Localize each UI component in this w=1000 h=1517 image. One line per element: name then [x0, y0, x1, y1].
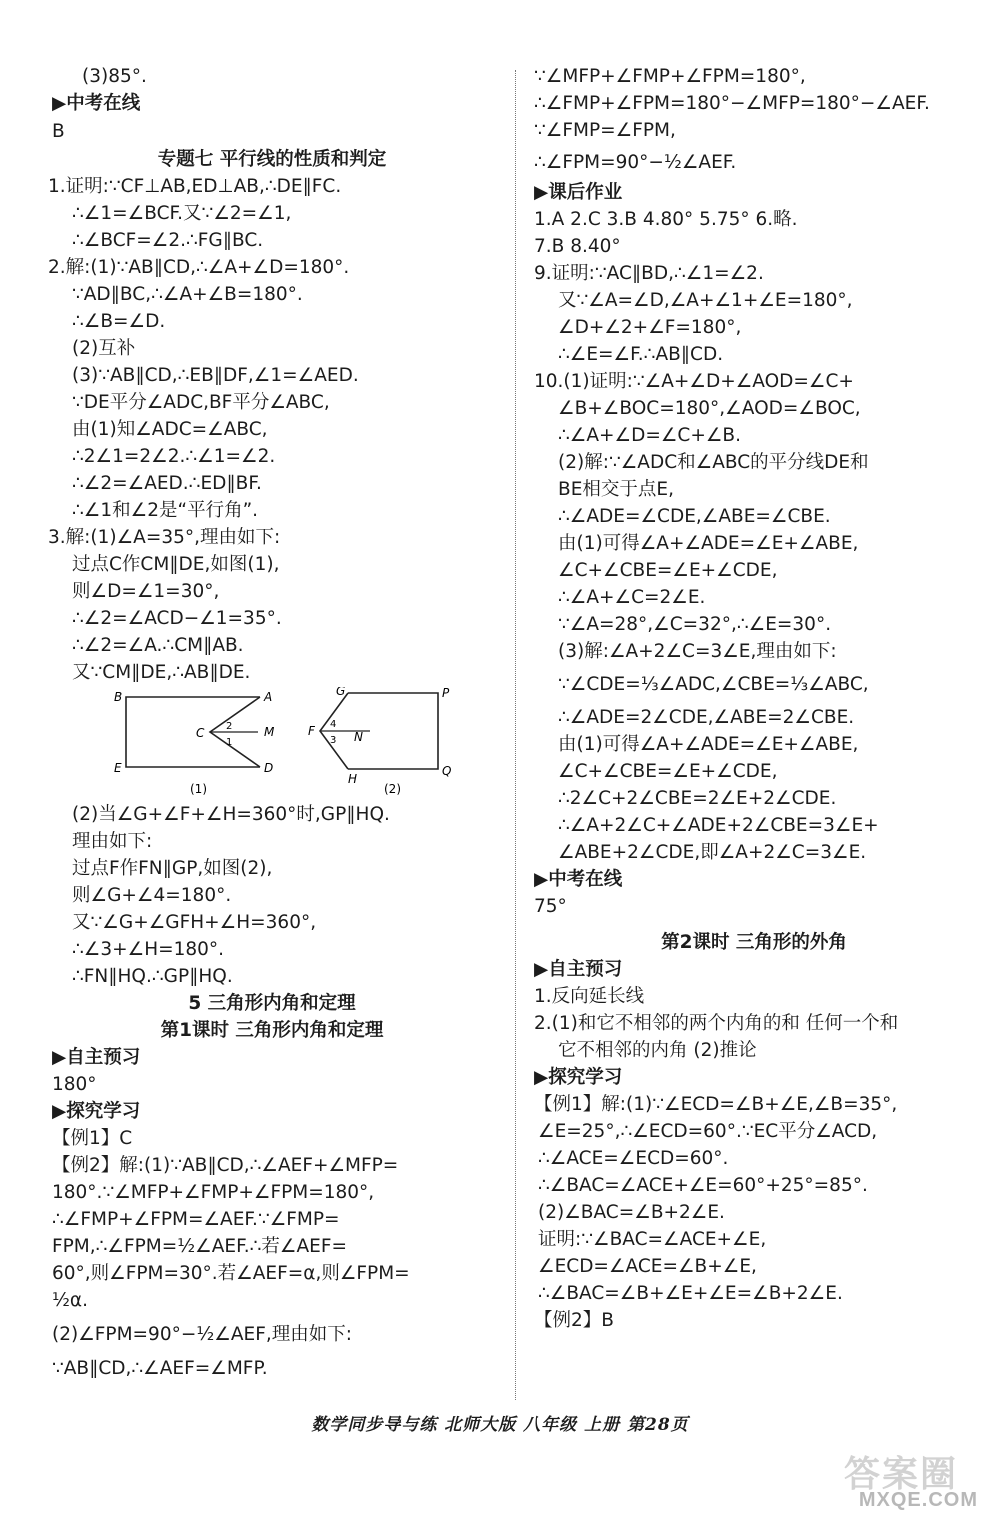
- answer-line: ∴∠BAC=∠ACE+∠E=60°+25°=85°.: [538, 1175, 868, 1196]
- answer-line: ∠ECD=∠ACE=∠B+∠E,: [538, 1256, 757, 1277]
- answer-line: ∴∠B=∠D.: [72, 311, 166, 332]
- answer-line: ∴∠1=∠BCF.又∵∠2=∠1,: [72, 203, 292, 224]
- answer-line: ∠C+∠CBE=∠E+∠CDE,: [558, 560, 778, 581]
- fig1-caption: (1): [190, 782, 207, 796]
- answer-line: (2)当∠G+∠F+∠H=360°时,GP∥HQ.: [72, 804, 390, 825]
- section-heading: ▶中考在线: [534, 869, 623, 890]
- answer-line: ∴2∠1=2∠2.∴∠1=∠2.: [72, 446, 276, 467]
- answer-line: B: [52, 121, 65, 142]
- answer-line: ∠C+∠CBE=∠E+∠CDE,: [558, 761, 778, 782]
- answer-line: 7.B 8.40°: [534, 236, 621, 257]
- answer-line: (2)∠FPM=90°−½∠AEF,理由如下:: [52, 1324, 352, 1345]
- answer-line: (3)85°.: [82, 66, 147, 87]
- fig1-label-d: D: [264, 761, 274, 775]
- answer-line: ∠ABE+2∠CDE,即∠A+2∠C=3∠E.: [558, 842, 867, 863]
- fig2-label-h: H: [348, 772, 358, 786]
- answer-line: ∵∠MFP+∠FMP+∠FPM=180°,: [534, 66, 806, 87]
- answer-line: 75°: [534, 896, 567, 917]
- fig2-caption: (2): [384, 782, 401, 796]
- fig1-label-b: B: [114, 690, 123, 704]
- fig1-label-m: M: [264, 725, 275, 739]
- answer-line: (2)∠BAC=∠B+2∠E.: [538, 1202, 725, 1223]
- answer-line: ∵∠A=28°,∠C=32°,∴∠E=30°.: [558, 614, 832, 635]
- answer-line: ∴∠ACE=∠ECD=60°.: [538, 1148, 729, 1169]
- fig2-label-n: N: [354, 730, 363, 744]
- lesson-title: 第2课时 三角形的外角: [661, 932, 847, 953]
- answer-line: ∴∠E=∠F.∴AB∥CD.: [558, 344, 724, 365]
- answer-line: ∴∠ADE=2∠CDE,∠ABE=2∠CBE.: [558, 707, 855, 728]
- answer-line: ∠D+∠2+∠F=180°,: [558, 317, 742, 338]
- answer-line: 它不相邻的内角 (2)推论: [558, 1040, 757, 1061]
- watermark: [788, 1452, 978, 1512]
- answer-line: 2.解:(1)∵AB∥CD,∴∠A+∠D=180°.: [48, 257, 350, 278]
- answer-line: ∴FN∥HQ.∴GP∥HQ.: [72, 966, 233, 987]
- section-title: 5 三角形内角和定理: [188, 993, 356, 1014]
- answer-line: 由(1)可得∠A+∠ADE=∠E+∠ABE,: [558, 734, 859, 755]
- fig1-label-c: C: [196, 726, 205, 740]
- answer-line: ∵DE平分∠ADC,BF平分∠ABC,: [72, 392, 330, 413]
- answer-line: 1.A 2.C 3.B 4.80° 5.75° 6.略.: [534, 209, 798, 230]
- answer-line: ∴∠FMP+∠FPM=180°−∠MFP=180°−∠AEF.: [534, 93, 930, 114]
- answer-line: ∴∠2=∠A.∴CM∥AB.: [72, 635, 244, 656]
- answer-line: 又∵CM∥DE,∴AB∥DE.: [72, 662, 251, 683]
- answer-line: ∴∠A+∠D=∠C+∠B.: [558, 425, 742, 446]
- answer-line: 【例1】解:(1)∵∠ECD=∠B+∠E,∠B=35°,: [534, 1094, 898, 1115]
- answer-line: 2.(1)和它不相邻的两个内角的和 任何一个和: [534, 1013, 899, 1034]
- fig2-angle-3: 3: [330, 735, 337, 746]
- answer-line: 由(1)可得∠A+∠ADE=∠E+∠ABE,: [558, 533, 859, 554]
- watermark-logo: 答案圈: [843, 1454, 958, 1495]
- lesson-title: 第1课时 三角形内角和定理: [160, 1020, 384, 1041]
- answer-line: (2)互补: [72, 338, 136, 359]
- answer-line: 【例2】B: [534, 1310, 614, 1331]
- figure-1: [114, 690, 275, 796]
- answer-line: FPM,∴∠FPM=½∠AEF.∴若∠AEF=: [52, 1236, 348, 1257]
- fig2-angle-4: 4: [330, 719, 337, 730]
- answer-line: 又∵∠A=∠D,∠A+∠1+∠E=180°,: [558, 290, 853, 311]
- answer-line: ∠E=25°,∴∠ECD=60°.∵EC平分∠ACD,: [538, 1121, 878, 1142]
- answer-line: 又∵∠G+∠GFH+∠H=360°,: [72, 912, 317, 933]
- answer-line: 10.(1)证明:∵∠A+∠D+∠AOD=∠C+: [534, 371, 854, 392]
- answer-line: (3)∵AB∥CD,∴EB∥DF,∠1=∠AED.: [72, 365, 359, 386]
- answer-line: ∴∠2=∠AED.∴ED∥BF.: [72, 473, 262, 494]
- answer-line: ∵∠FMP=∠FPM,: [534, 120, 676, 141]
- answer-line: (3)解:∠A+2∠C=3∠E,理由如下:: [558, 641, 837, 662]
- answer-line: 过点F作FN∥GP,如图(2),: [72, 858, 273, 879]
- answer-line: ∴∠2=∠ACD−∠1=35°.: [72, 608, 282, 629]
- answer-line: ∠B+∠BOC=180°,∠AOD=∠BOC,: [558, 398, 861, 419]
- answer-line: BE相交于点E,: [558, 479, 674, 500]
- fig1-angle-2: 2: [226, 721, 233, 732]
- answer-line: 1.反向延长线: [534, 986, 645, 1007]
- section-heading: ▶探究学习: [534, 1067, 623, 1088]
- answer-line: ∵∠CDE=⅓∠ADC,∠CBE=⅓∠ABC,: [558, 674, 869, 695]
- answer-line: ∴∠FMP+∠FPM=∠AEF.∵∠FMP=: [52, 1209, 340, 1230]
- answer-line: 180°: [52, 1074, 97, 1095]
- answer-line: 则∠G+∠4=180°.: [72, 885, 232, 906]
- fig2-label-g: G: [336, 687, 346, 698]
- answer-line: ∴∠FPM=90°−½∠AEF.: [534, 152, 737, 173]
- watermark-site: MXQE.COM: [858, 1489, 978, 1511]
- answer-line: 过点C作CM∥DE,如图(1),: [72, 554, 280, 575]
- answer-line: 3.解:(1)∠A=35°,理由如下:: [48, 527, 281, 548]
- section-heading: ▶自主预习: [52, 1047, 141, 1068]
- fig1-label-a: A: [264, 690, 273, 704]
- answer-line: 证明:∵∠BAC=∠ACE+∠E,: [538, 1229, 767, 1250]
- section-heading: ▶中考在线: [52, 93, 141, 114]
- fig2-label-f: F: [308, 724, 315, 738]
- answer-line: 【例1】C: [52, 1128, 133, 1149]
- topic-title: 专题七 平行线的性质和判定: [157, 149, 387, 170]
- geometry-figures: [108, 687, 488, 799]
- answer-line: 理由如下:: [72, 831, 153, 852]
- fig1-label-e: E: [114, 761, 122, 775]
- answer-line: 则∠D=∠1=30°,: [72, 581, 220, 602]
- section-heading: ▶自主预习: [534, 959, 623, 980]
- answer-line: ∴∠A+∠C=2∠E.: [558, 587, 706, 608]
- page-footer: 数学同步导与练 北师大版 八年级 上册 第28页: [311, 1415, 689, 1435]
- fig2-label-p: P: [442, 687, 450, 700]
- answer-line: ∴∠BCF=∠2.∴FG∥BC.: [72, 230, 264, 251]
- answer-line: 180°.∵∠MFP+∠FMP+∠FPM=180°,: [52, 1182, 375, 1203]
- answer-line: ∵AD∥BC,∴∠A+∠B=180°.: [72, 284, 303, 305]
- answer-line: 【例2】解:(1)∵AB∥CD,∴∠AEF+∠MFP=: [52, 1155, 399, 1176]
- section-heading: ▶课后作业: [534, 182, 623, 203]
- answer-line: ∴∠ADE=∠CDE,∠ABE=∠CBE.: [558, 506, 831, 527]
- fig2-label-q: Q: [442, 764, 452, 778]
- answer-line: 9.证明:∵AC∥BD,∴∠1=∠2.: [534, 263, 764, 284]
- figure-2: [308, 687, 451, 796]
- answer-line: (2)解:∵∠ADC和∠ABC的平分线DE和: [558, 452, 869, 473]
- fig1-angle-1: 1: [226, 737, 233, 748]
- answer-line: ∴∠BAC=∠B+∠E+∠E=∠B+2∠E.: [538, 1283, 843, 1304]
- column-divider: [515, 70, 516, 1400]
- answer-line: 1.证明:∵CF⊥AB,ED⊥AB,∴DE∥FC.: [48, 176, 342, 197]
- answer-line: ∴∠3+∠H=180°.: [72, 939, 225, 960]
- answer-line: ½α.: [52, 1290, 89, 1311]
- answer-line: ∴∠1和∠2是“平行角”.: [72, 500, 259, 521]
- answer-line: ∵AB∥CD,∴∠AEF=∠MFP.: [52, 1358, 268, 1379]
- answer-line: 60°,则∠FPM=30°.若∠AEF=α,则∠FPM=: [52, 1263, 410, 1284]
- answer-line: 由(1)知∠ADC=∠ABC,: [72, 419, 268, 440]
- section-heading: ▶探究学习: [52, 1101, 141, 1122]
- answer-line: ∴2∠C+2∠CBE=2∠E+2∠CDE.: [558, 788, 837, 809]
- answer-line: ∴∠A+2∠C+∠ADE+2∠CBE=3∠E+: [558, 815, 879, 836]
